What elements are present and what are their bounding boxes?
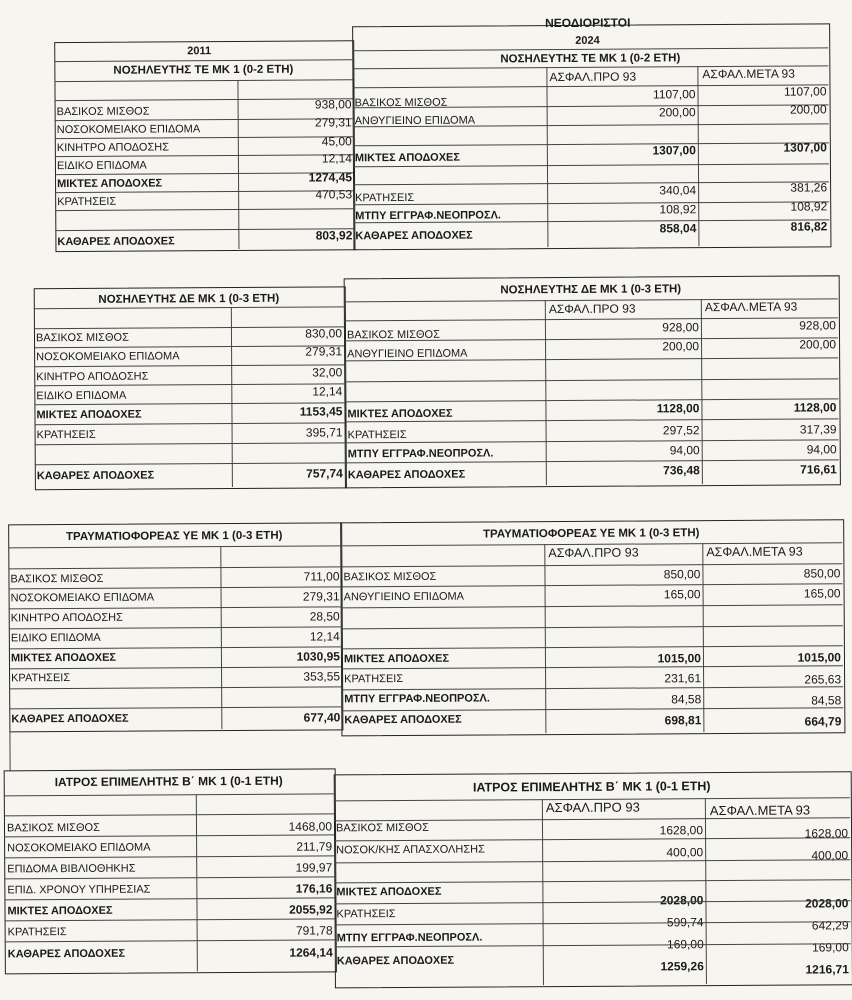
row-label: ΒΑΣΙΚΟΣ ΜΙΣΘΟΣ: [346, 328, 440, 342]
row-label: ΚΡΑΤΗΣΕΙΣ: [344, 672, 404, 686]
section-4-left-title: ΙΑΤΡΟΣ ΕΠΙΜΕΛΗΤΗΣ Β΄ ΜΚ 1 (0-1 ΕΤΗ): [54, 773, 283, 790]
pro-value: 84,58: [671, 692, 702, 707]
row-value: 938,00: [314, 97, 352, 112]
col-header-meta: ΑΣΦΑΛ.ΜΕΤΑ 93: [706, 544, 803, 560]
row-label: ΕΠΙΔΟΜΑ ΒΙΒΛΙΟΘΗΚΗΣ: [7, 862, 136, 876]
col-header-pro: ΑΣΦΑΛ.ΠΡΟ 93: [548, 545, 639, 561]
section-1-left-title: ΝΟΣΗΛΕΥΤΗΣ ΤΕ ΜΚ 1 (0-2 ΕΤΗ): [113, 63, 294, 77]
meta-value: 928,00: [799, 318, 836, 333]
pro-value: 297,52: [662, 423, 700, 438]
row-label: ΒΑΣΙΚΟΣ ΜΙΣΘΟΣ: [354, 96, 448, 110]
row-label: ΚΑΘΑΡΕΣ ΑΠΟΔΟΧΕΣ: [347, 468, 466, 482]
pro-value: 340,04: [659, 183, 697, 198]
row-label: ΒΑΣΙΚΟΣ ΜΙΣΘΟΣ: [35, 331, 129, 345]
meta-value: 664,79: [804, 714, 842, 729]
row-value: 45,00: [321, 134, 352, 149]
pro-value: 850,00: [663, 567, 701, 582]
meta-value: 94,00: [806, 442, 837, 457]
row-label: ΜΙΚΤΕΣ ΑΠΟΔΟΧΕΣ: [354, 151, 461, 165]
meta-value: 1015,00: [797, 650, 842, 665]
row-value: 176,16: [295, 881, 333, 896]
pro-value: 94,00: [669, 443, 700, 458]
row-label: ΒΑΣΙΚΟΣ ΜΙΣΘΟΣ: [6, 821, 100, 835]
row-value: 12,14: [309, 629, 340, 644]
pro-value: 200,00: [658, 105, 696, 120]
page-title: ΝΕΟΔΙΟΡΙΣΤΟΙ: [545, 15, 631, 31]
row-value: 199,97: [295, 860, 333, 875]
row-label: ΝΟΣΟΚΟΜΕΙΑΚΟ ΕΠΙΔΟΜΑ: [7, 841, 151, 855]
meta-value: 200,00: [799, 337, 837, 352]
pro-value: 231,61: [664, 671, 702, 686]
row-value: 1274,45: [308, 170, 353, 185]
pro-value: 2028,00: [660, 893, 704, 908]
row-label: ΚΑΘΑΡΕΣ ΑΠΟΔΟΧΕΣ: [344, 713, 462, 727]
col-header-pro: ΑΣΦΑΛ.ΠΡΟ 93: [549, 69, 637, 85]
row-value: 677,40: [303, 710, 341, 725]
section-2-left-title: ΝΟΣΗΛΕΥΤΗΣ ΔΕ ΜΚ 1 (0-3 ΕΤΗ): [98, 292, 280, 306]
row-label: ΜΙΚΤΕΣ ΑΠΟΔΟΧΕΣ: [347, 407, 453, 421]
pro-value: 736,48: [663, 463, 700, 478]
meta-value: 317,39: [799, 422, 837, 437]
row-label: ΜΙΚΤΕΣ ΑΠΟΔΟΧΕΣ: [336, 885, 442, 899]
meta-value: 1307,00: [783, 140, 827, 155]
section-3-left-title: ΤΡΑΥΜΑΤΙΟΦΟΡΕΑΣ ΥΕ ΜΚ 1 (0-3 ΕΤΗ): [65, 529, 283, 544]
row-label: ΑΝΘΥΓΙΕΙΝΟ ΕΠΙΔΟΜΑ: [347, 347, 468, 361]
meta-value: 816,82: [790, 219, 828, 234]
pro-value: 858,04: [659, 221, 697, 236]
row-label: ΒΑΣΙΚΟΣ ΜΙΣΘΟΣ: [10, 572, 104, 586]
row-label: ΚΙΝΗΤΡΟ ΑΠΟΔΟΣΗΣ: [36, 370, 149, 384]
row-label: ΜΙΚΤΕΣ ΑΠΟΔΟΧΕΣ: [10, 651, 117, 665]
row-label: ΒΑΣΙΚΟΣ ΜΙΣΘΟΣ: [343, 570, 437, 584]
right-year-label: 2024: [575, 34, 600, 47]
row-label: ΚΡΑΤΗΣΕΙΣ: [7, 926, 67, 939]
left-year-label: 2011: [187, 45, 212, 58]
row-value: 2055,92: [289, 902, 333, 917]
row-label: ΝΟΣΟΚΟΜΕΙΑΚΟ ΕΠΙΔΟΜΑ: [56, 123, 201, 137]
section-3-right-title: ΤΡΑΥΜΑΤΙΟΦΟΡΕΑΣ ΥΕ ΜΚ 1 (0-3 ΕΤΗ): [482, 527, 700, 541]
pro-value: 1259,26: [660, 959, 704, 974]
row-value: 711,00: [303, 569, 340, 584]
row-label: ΕΙΔΙΚΟ ΕΠΙΔΟΜΑ: [10, 631, 101, 645]
meta-value: 642,29: [811, 918, 849, 933]
row-label: ΚΑΘΑΡΕΣ ΑΠΟΔΟΧΕΣ: [11, 712, 129, 726]
row-value: 791,78: [295, 923, 333, 938]
row-label: ΚΑΘΑΡΕΣ ΑΠΟΔΟΧΕΣ: [57, 235, 175, 249]
row-label: ΜΤΠΥ ΕΓΓΡΑΦ.ΝΕΟΠΡΟΣΛ.: [355, 209, 502, 223]
row-label: ΚΡΑΤΗΣΕΙΣ: [355, 191, 415, 205]
row-value: 1264,14: [289, 945, 333, 960]
pro-value: 1307,00: [652, 143, 696, 158]
row-label: ΝΟΣΟΚΟΜΕΙΑΚΟ ΕΠΙΔΟΜΑ: [10, 591, 155, 605]
row-value: 1030,95: [296, 649, 340, 664]
row-label: ΜΙΚΤΕΣ ΑΠΟΔΟΧΕΣ: [36, 408, 142, 422]
meta-value: 1216,71: [805, 962, 849, 977]
row-value: 32,00: [312, 365, 343, 380]
row-value: 12,14: [321, 151, 352, 166]
row-label: ΚΙΝΗΤΡΟ ΑΠΟΔΟΣΗΣ: [56, 141, 170, 155]
row-label: ΝΟΣΟΚ/ΚΗΣ ΑΠΑΣΧΟΛΗΣΗΣ: [336, 843, 485, 857]
pro-value: 1128,00: [656, 401, 700, 416]
divider: [9, 730, 10, 770]
meta-value: 84,58: [811, 693, 842, 708]
row-label: ΚΑΘΑΡΕΣ ΑΠΟΔΟΧΕΣ: [355, 229, 473, 243]
meta-value: 381,26: [790, 180, 828, 195]
row-label: ΚΡΑΤΗΣΕΙΣ: [36, 428, 96, 442]
row-label: ΜΤΠΥ ΕΓΓΡΑΦ.ΝΕΟΠΡΟΣΛ.: [344, 692, 490, 706]
pro-value: 1015,00: [657, 651, 702, 666]
meta-value: 850,00: [803, 566, 841, 581]
row-label: ΒΑΣΙΚΟΣ ΜΙΣΘΟΣ: [335, 821, 429, 835]
row-label: ΚΡΑΤΗΣΕΙΣ: [347, 428, 407, 442]
row-value: 279,31: [305, 344, 343, 359]
meta-value: 2028,00: [805, 896, 849, 911]
pro-value: 1628,00: [659, 823, 704, 838]
row-label: ΕΙΔΙΚΟ ΕΠΙΔΟΜΑ: [56, 159, 147, 173]
meta-value: 716,61: [800, 462, 837, 477]
col-header-meta: ΑΣΦΑΛ.ΜΕΤΑ 93: [709, 802, 811, 819]
row-value: 12,14: [312, 384, 343, 399]
row-value: 1153,45: [299, 404, 343, 419]
meta-value: 400,00: [811, 848, 849, 863]
meta-value: 169,00: [811, 940, 849, 955]
col-header-pro: ΑΣΦΑΛ.ΠΡΟ 93: [548, 301, 636, 317]
row-label: ΚΡΑΤΗΣΕΙΣ: [57, 195, 117, 209]
row-value: 279,31: [302, 589, 340, 604]
row-value: 211,79: [296, 839, 333, 854]
row-value: 28,50: [309, 609, 340, 624]
row-value: 830,00: [305, 326, 343, 341]
row-label: ΑΝΘΥΓΙΕΙΝΟ ΕΠΙΔΟΜΑ: [354, 114, 476, 128]
meta-value: 265,63: [804, 672, 842, 687]
pro-value: 108,92: [659, 202, 697, 217]
row-label: ΚΡΑΤΗΣΕΙΣ: [11, 672, 71, 685]
row-label: ΜΙΚΤΕΣ ΑΠΟΔΟΧΕΣ: [343, 652, 450, 666]
meta-value: 1107,00: [783, 84, 827, 99]
col-header-pro: ΑΣΦΑΛ.ΠΡΟ 93: [545, 799, 640, 816]
pro-value: 698,81: [664, 713, 702, 728]
pro-value: 169,00: [666, 937, 704, 952]
section-4-right-title: ΙΑΤΡΟΣ ΕΠΙΜΕΛΗΤΗΣ Β΄ ΜΚ 1 (0-1 ΕΤΗ): [472, 779, 711, 795]
row-label: ΑΝΘΥΓΙΕΙΝΟ ΕΠΙΔΟΜΑ: [343, 590, 465, 604]
row-value: 279,31: [314, 115, 352, 130]
row-label: ΜΙΚΤΕΣ ΑΠΟΔΟΧΕΣ: [57, 177, 163, 191]
pro-value: 165,00: [663, 587, 701, 602]
meta-value: 1128,00: [793, 400, 837, 415]
row-value: 395,71: [305, 425, 343, 440]
row-label: ΕΙΔΙΚΟ ΕΠΙΔΟΜΑ: [36, 389, 127, 403]
row-value: 803,92: [315, 228, 353, 243]
row-value: 470,53: [315, 187, 353, 202]
meta-value: 165,00: [803, 586, 841, 601]
row-value: 1468,00: [288, 819, 333, 834]
pro-value: 928,00: [662, 320, 699, 335]
section-2-right-title: ΝΟΣΗΛΕΥΤΗΣ ΔΕ ΜΚ 1 (0-3 ΕΤΗ): [500, 283, 682, 297]
row-label: ΜΙΚΤΕΣ ΑΠΟΔΟΧΕΣ: [7, 904, 113, 918]
section-1-right-title: ΝΟΣΗΛΕΥΤΗΣ ΤΕ ΜΚ 1 (0-2 ΕΤΗ): [500, 52, 681, 66]
row-value: 757,74: [306, 466, 343, 481]
meta-value: 108,92: [790, 199, 828, 214]
col-header-meta: ΑΣΦΑΛ.ΜΕΤΑ 93: [702, 66, 795, 82]
meta-value: 1628,00: [804, 826, 849, 841]
row-label: ΜΤΠΥ ΕΓΓΡΑΦ.ΝΕΟΠΡΟΣΛ.: [347, 447, 494, 461]
row-label: ΚΙΝΗΤΡΟ ΑΠΟΔΟΣΗΣ: [10, 611, 123, 625]
meta-value: 200,00: [789, 102, 827, 117]
col-header-meta: ΑΣΦΑΛ.ΜΕΤΑ 93: [704, 299, 798, 315]
row-label: ΝΟΣΟΚΟΜΕΙΑΚΟ ΕΠΙΔΟΜΑ: [36, 350, 180, 364]
row-value: 353,55: [303, 669, 341, 684]
pro-value: 200,00: [662, 339, 700, 354]
row-label: ΚΑΘΑΡΕΣ ΑΠΟΔΟΧΕΣ: [36, 469, 155, 483]
row-label: ΚΑΘΑΡΕΣ ΑΠΟΔΟΧΕΣ: [336, 954, 455, 968]
row-label: ΜΤΠΥ ΕΓΓΡΑΦ.ΝΕΟΠΡΟΣΛ.: [336, 931, 483, 945]
row-label: ΚΑΘΑΡΕΣ ΑΠΟΔΟΧΕΣ: [7, 947, 126, 961]
row-label: ΕΠΙΔ. ΧΡΟΝΟΥ ΥΠΗΡΕΣΙΑΣ: [7, 883, 151, 897]
pro-value: 1107,00: [652, 87, 696, 102]
row-label: ΒΑΣΙΚΟΣ ΜΙΣΘΟΣ: [56, 105, 150, 119]
pro-value: 400,00: [666, 845, 704, 860]
row-label: ΚΡΑΤΗΣΕΙΣ: [336, 908, 396, 921]
pro-value: 599,74: [666, 915, 704, 930]
